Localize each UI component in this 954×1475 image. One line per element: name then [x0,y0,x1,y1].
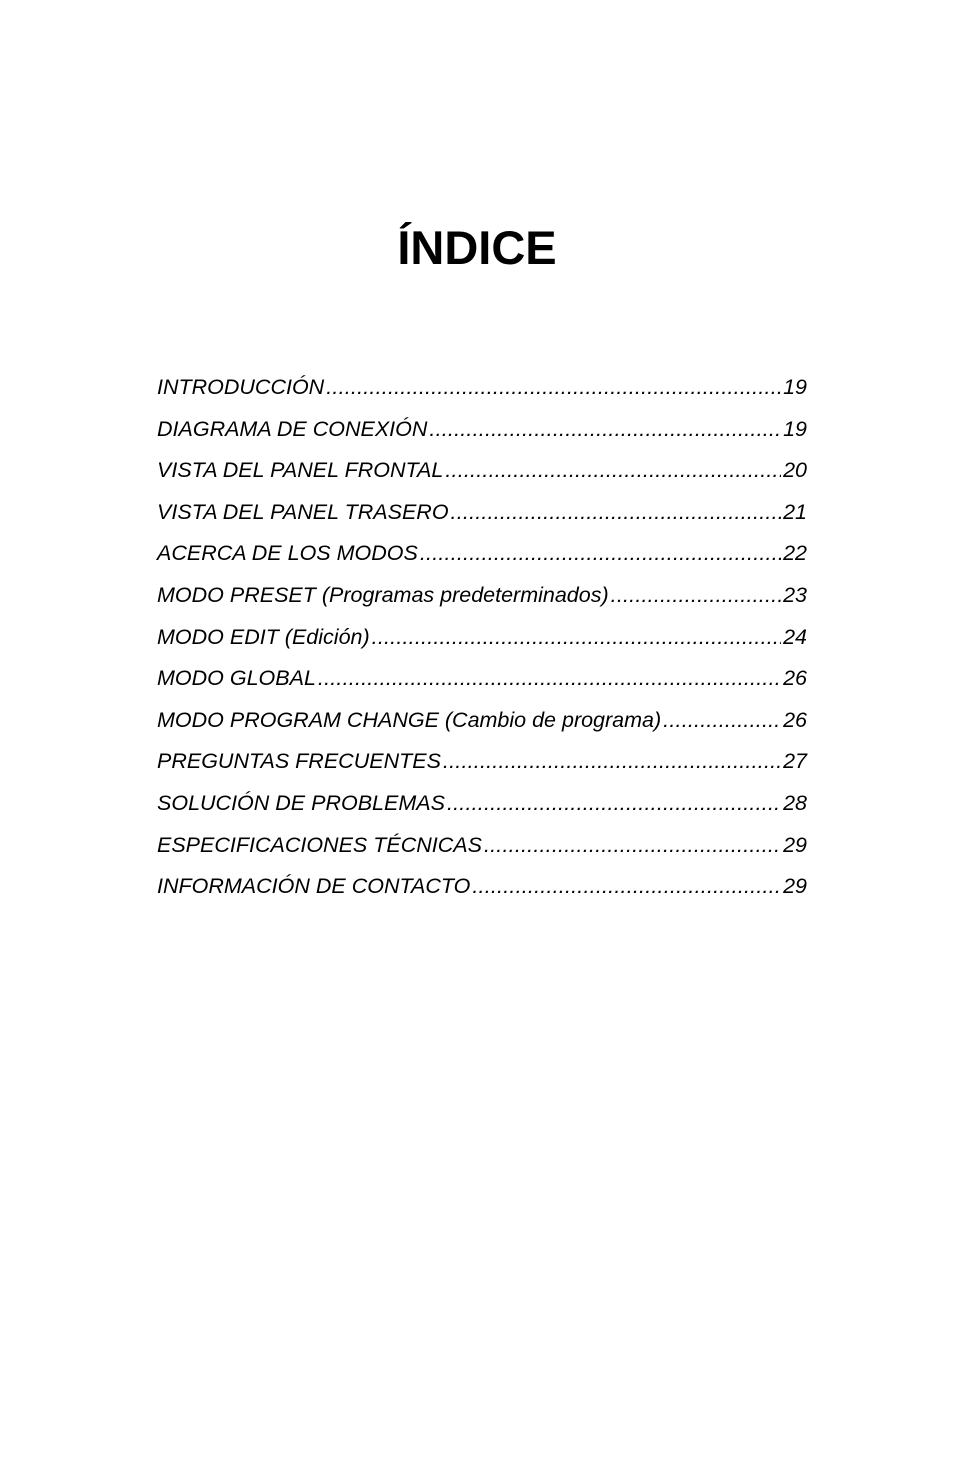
toc-entry-introduccion[interactable] [157,367,807,409]
toc-entry-label: PREGUNTAS FRECUENTES [157,749,441,774]
toc-entry-vista-panel-frontal[interactable] [157,450,807,492]
toc-entry-label: DIAGRAMA DE CONEXIÓN [157,416,428,441]
toc-dot-leader [326,367,781,409]
toc-dot-leader [663,700,781,742]
toc-dot-leader [447,783,781,825]
toc-entry-label: ESPECIFICACIONES TÉCNICAS [157,832,482,857]
toc-entry-page: 20 [783,458,807,483]
toc-entry-diagrama-de-conexion[interactable] [157,409,807,451]
toc-entry-page: 19 [783,375,807,399]
toc-entry-page: 26 [783,707,807,732]
toc-entry-informacion-de-contacto[interactable] [157,866,807,908]
toc-entry-page: 29 [783,874,807,899]
toc-entry-page: 28 [783,790,807,815]
toc-entry-page: 27 [783,749,807,774]
toc-entry-page: 26 [783,666,807,691]
toc-entry-label: INFORMACIÓN DE CONTACTO [157,874,471,899]
toc-entry-label: ACERCA DE LOS MODOS [157,541,418,566]
toc-entry-label: MODO GLOBAL [157,666,316,691]
toc-entry-especificaciones-tecnicas[interactable] [157,825,807,867]
toc-dot-leader [420,533,781,575]
toc-entry-preguntas-frecuentes[interactable] [157,741,807,783]
toc-entry-modo-edit[interactable] [157,617,807,659]
table-of-contents [157,367,807,908]
toc-entry-modo-program-change[interactable] [157,700,807,742]
toc-entry-acerca-de-los-modos[interactable] [157,533,807,575]
toc-entry-label: INTRODUCCIÓN [157,375,325,399]
toc-entry-page: 19 [783,416,807,441]
toc-entry-page: 29 [783,832,807,857]
toc-entry-label: VISTA DEL PANEL FRONTAL [157,458,444,483]
toc-dot-leader [611,575,781,617]
toc-entry-label: MODO PROGRAM CHANGE (Cambio de programa) [157,707,662,732]
toc-entry-label: SOLUCIÓN DE PROBLEMAS [157,790,445,815]
toc-dot-leader [484,825,781,867]
toc-dot-leader [472,866,781,908]
toc-dot-leader [372,617,781,659]
toc-entry-solucion-de-problemas[interactable] [157,783,807,825]
toc-dot-leader [451,492,782,534]
page-title: ÍNDICE [397,221,557,274]
toc-dot-leader [318,658,781,700]
toc-entry-modo-global[interactable] [157,658,807,700]
toc-entry-page: 21 [783,499,807,524]
toc-entry-page: 23 [783,582,807,607]
toc-entry-vista-panel-trasero[interactable] [157,492,807,534]
toc-dot-leader [443,741,781,783]
toc-entry-modo-preset[interactable] [157,575,807,617]
toc-dot-leader [429,409,781,451]
toc-entry-label: MODO EDIT (Edición) [157,624,370,649]
toc-dot-leader [445,450,781,492]
toc-entry-label: VISTA DEL PANEL TRASERO [157,499,449,524]
toc-entry-label: MODO PRESET (Programas predeterminados) [157,582,609,607]
toc-entry-page: 24 [783,624,807,649]
toc-entry-page: 22 [783,541,807,566]
